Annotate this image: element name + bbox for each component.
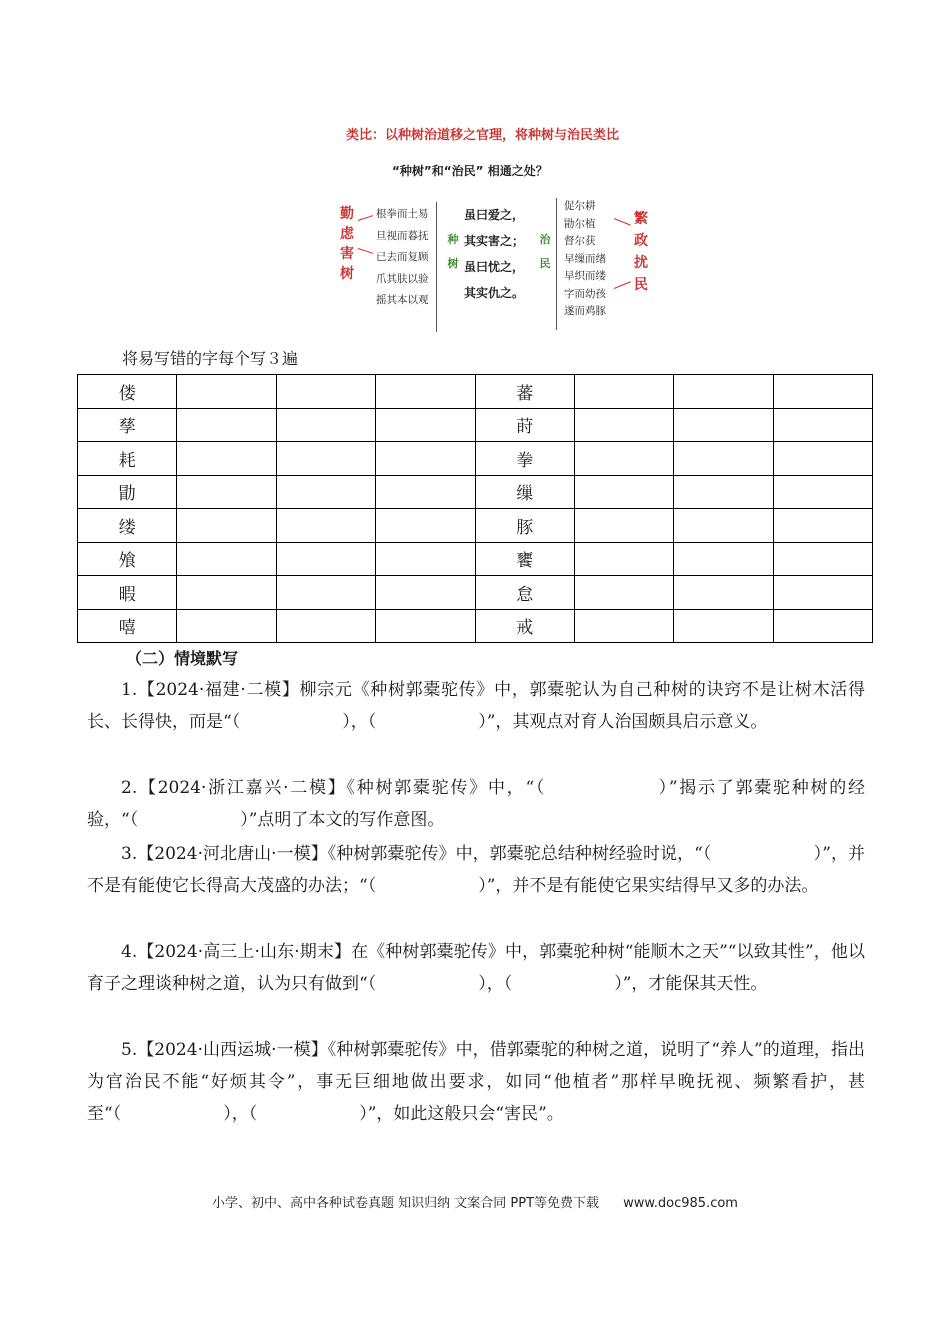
right-item: 督尔获 [564, 235, 596, 247]
question-3: 3.【2024·河北唐山·一模】《种树郭橐驼传》中，郭橐驼总结种树经验时说，“（ ）”，并不是有能使它长得高大茂盛的办法；“（ ）”，并不是有能使它果实结得早又多的办法。 [87, 844, 865, 896]
right-connector-2 [614, 281, 631, 289]
left-connector-2 [358, 248, 374, 254]
writing-cell[interactable] [773, 375, 872, 409]
writing-cell[interactable] [773, 509, 872, 543]
right-item: 促尔耕 [564, 200, 596, 212]
instruction-text: 将易写错的字每个写３遍 [122, 349, 299, 368]
writing-cell[interactable] [177, 475, 276, 509]
middle-item: 虽曰爱之， [464, 208, 525, 222]
left-item: 旦视而暮抚 [376, 229, 429, 242]
char-cell: 怠 [475, 576, 574, 610]
question-2: 2.【2024·浙江嘉兴·二模】《种树郭橐驼传》中，“（ ）”揭示了郭橐驼种树的经验，“（ ）”点明了本文的写作意图。 [87, 778, 865, 830]
writing-cell[interactable] [376, 475, 475, 509]
writing-cell[interactable] [177, 408, 276, 442]
writing-cell[interactable] [674, 375, 773, 409]
right-item: 遂而鸡豚 [564, 305, 606, 317]
writing-cell[interactable] [674, 442, 773, 476]
writing-cell[interactable] [574, 609, 673, 643]
left-connector-1 [358, 215, 374, 221]
char-cell: 戒 [475, 609, 574, 643]
divider-1 [436, 202, 437, 332]
writing-cell[interactable] [773, 542, 872, 576]
right-connector-1 [614, 218, 631, 226]
analogy-diagram [330, 118, 670, 336]
writing-cell[interactable] [276, 408, 375, 442]
writing-cell[interactable] [177, 609, 276, 643]
table-row [78, 609, 873, 643]
writing-cell[interactable] [177, 375, 276, 409]
left-label: 勤 虑 害 树 [340, 206, 354, 282]
writing-cell[interactable] [674, 475, 773, 509]
char-cell: 莳 [475, 408, 574, 442]
writing-cell[interactable] [177, 576, 276, 610]
writing-cell[interactable] [376, 542, 475, 576]
writing-cell[interactable] [674, 542, 773, 576]
left-item: 已去而复顾 [376, 251, 429, 263]
writing-cell[interactable] [773, 609, 872, 643]
left-item: 爪其肤以验 [376, 272, 429, 285]
right-item: 早缫而绪 [564, 252, 606, 265]
writing-cell[interactable] [674, 576, 773, 610]
middle-item: 其实仇之。 [464, 286, 525, 300]
char-cell: 豚 [475, 509, 574, 543]
govern-label: 治 民 [539, 233, 551, 270]
writing-cell[interactable] [574, 542, 673, 576]
writing-cell[interactable] [773, 475, 872, 509]
writing-cell[interactable] [574, 408, 673, 442]
writing-cell[interactable] [574, 475, 673, 509]
writing-cell[interactable] [574, 442, 673, 476]
footer [0, 1192, 950, 1211]
writing-cell[interactable] [376, 576, 475, 610]
char-cell: 拳 [475, 442, 574, 476]
writing-cell[interactable] [177, 542, 276, 576]
question-4: 4.【2024·高三上·山东·期末】在《种树郭橐驼传》中，郭橐驼种树“能顺木之天”“以致其性”，他以育子之理谈种树之道，认为只有做到“（ ），（ ）”，才能保其天性。 [87, 942, 865, 994]
writing-cell[interactable] [674, 408, 773, 442]
footer-site[interactable]: www.doc985.com [623, 1196, 738, 1211]
char-cell: 暇 [78, 576, 177, 610]
char-cell: 缕 [78, 509, 177, 543]
writing-cell[interactable] [574, 509, 673, 543]
table-row [78, 375, 873, 409]
writing-cell[interactable] [674, 509, 773, 543]
char-cell: 耗 [78, 442, 177, 476]
table-row [78, 442, 873, 476]
writing-cell[interactable] [376, 442, 475, 476]
right-items [564, 198, 606, 321]
divider-2 [556, 198, 557, 330]
question-5: 5.【2024·山西运城·一模】《种树郭橐驼传》中，借郭橐驼的种树之道，说明了“养人”的道理，指出为官治民不能“好烦其令”，事无巨细地做出要求，如同“他植者”那样早晚抚视、频繁看护，甚至“（ ），（ ）”，如此这般只会“害民”。 [87, 1040, 865, 1124]
left-item: 根拳而土易 [376, 208, 429, 220]
diagram-subtitle: “种树”和“治民” 相通之处？ [392, 164, 548, 178]
section-heading: （二）情境默写 [126, 649, 239, 668]
writing-cell[interactable] [376, 375, 475, 409]
char-cell: 饔 [475, 542, 574, 576]
writing-cell[interactable] [276, 609, 375, 643]
writing-cell[interactable] [574, 375, 673, 409]
writing-cell[interactable] [276, 375, 375, 409]
writing-cell[interactable] [276, 509, 375, 543]
char-cell: 蕃 [475, 375, 574, 409]
practice-table [77, 374, 873, 643]
writing-cell[interactable] [177, 442, 276, 476]
right-item: 勖尔植 [564, 217, 596, 230]
writing-cell[interactable] [276, 475, 375, 509]
right-item: 字而幼孩 [564, 287, 606, 300]
middle-item: 虽曰忧之， [464, 260, 525, 274]
table-row [78, 576, 873, 610]
footer-text: 小学、初中、高中各种试卷真题 知识归纳 文案合同 PPT等免费下载 [212, 1196, 600, 1211]
char-cell: 孳 [78, 408, 177, 442]
writing-cell[interactable] [376, 509, 475, 543]
writing-cell[interactable] [773, 408, 872, 442]
table-row [78, 542, 873, 576]
right-label: 繁 政 扰 民 [634, 211, 648, 293]
table-row [78, 408, 873, 442]
char-cell: 勖 [78, 475, 177, 509]
writing-cell[interactable] [773, 576, 872, 610]
char-cell: 嘻 [78, 609, 177, 643]
char-cell: 偻 [78, 375, 177, 409]
left-item: 摇其本以观 [376, 294, 429, 306]
writing-cell[interactable] [276, 442, 375, 476]
tree-label: 种 树 [447, 233, 459, 270]
writing-cell[interactable] [376, 609, 475, 643]
middle-item: 其实害之； [464, 234, 525, 248]
writing-cell[interactable] [276, 576, 375, 610]
writing-cell[interactable] [574, 576, 673, 610]
middle-items [464, 202, 524, 306]
char-cell: 缫 [475, 475, 574, 509]
writing-cell[interactable] [376, 408, 475, 442]
left-items [376, 204, 429, 312]
writing-cell[interactable] [276, 542, 375, 576]
char-cell: 飧 [78, 542, 177, 576]
writing-cell[interactable] [773, 442, 872, 476]
question-1: 1.【2024·福建·二模】柳宗元《种树郭橐驼传》中，郭橐驼认为自己种树的诀窍不是让树木活得长、长得快，而是“（ ），（ ）”，其观点对育人治国颇具启示意义。 [87, 680, 865, 732]
table-row [78, 509, 873, 543]
diagram-title: 类比：以种树治道移之官理，将种树与治民类比 [346, 128, 620, 143]
right-item: 早织而缕 [564, 270, 606, 282]
writing-cell[interactable] [177, 509, 276, 543]
table-row [78, 475, 873, 509]
writing-cell[interactable] [674, 609, 773, 643]
